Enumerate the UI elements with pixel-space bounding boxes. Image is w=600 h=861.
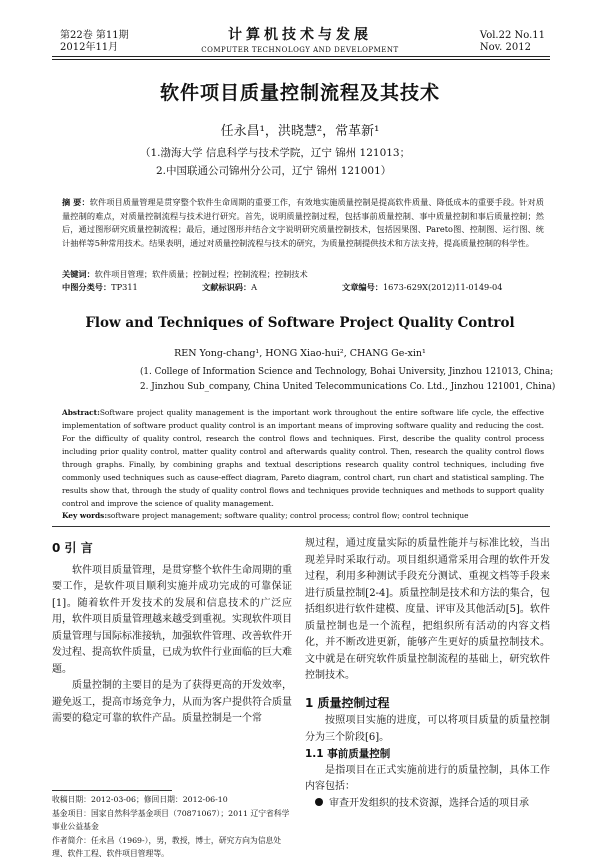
keywords-en-label: Key words:: [62, 511, 108, 520]
article-code: [342, 281, 502, 293]
journal-title-en: COMPUTER TECHNOLOGY AND DEVELOPMENT: [201, 46, 399, 54]
section-0-para-2-cont: 规过程，通过度量实际的质量性能并与标准比较，当出现差异时采取行动。项目组织通常采用合理的软件开发过程，利用多种测试手段充分测试、重视文档等手段来进行质量控制[2-4]。质量控制是技术和方法的集合，包括组织进行软件建模、度量、评审及其他活动[5]。软件质量控制也是一个流程，把组织所有活动的内容文档化，并不断改进更新，能够产生更好的质量控制技术。文中就是在研究软件质量控制流程的基础上，研究软件控制技术。: [305, 538, 550, 681]
section-1-para: 按照项目实施的进度，可以将项目质量的质量控制分为三个阶段[6]。: [305, 715, 550, 743]
clc-label: 中图分类号：: [62, 282, 112, 292]
section-0-heading: 0 引 言: [52, 541, 93, 555]
header-rule: [52, 56, 550, 57]
section-0-para-1: 软件项目质量管理，是贯穿整个软件生命周期的重要工作，是软件项目顺利实施并成功完成的可靠保证[1]。随着软件开发技术的发展和信息技术的广泛应用，软件项目质量管理越来越受到重视。实现软件项目质量管理与国际标准接轨，加强软件管理、改善软件开发过程、提高软件质量，已成为软件行业面临的巨大难题。: [52, 564, 292, 675]
abstract-en-text: Software project quality management is the important work throughout the entire software life cycle, the effective implementation of software product quality control is an important means of improving software quality and reducing the cost. For the difficulty of quality control, research the control flows and techniques. First, describe the quality control process including prior quality control, matter quality control and afterwards quality control. Then, research the quality control flows through graphs. Finally, by combining graphs and textual descriptions research quality control techniques, including five commonly used techniques such as cause-effect diagram, Pareto diagram, control chart, run chart and statistical sampling. The results show that, through the study of quality control flows and techniques provide techniques and methods to support quality control and improve the science of quality management.: [62, 408, 544, 508]
abstract-en: [62, 406, 544, 510]
volume-issue-en: Vol.22 No.11: [479, 30, 545, 41]
footnote-received: 收稿日期：2012-03-06；修回日期：2012-06-10: [52, 795, 228, 804]
abstract-en-label: Abstract:: [62, 408, 100, 417]
section-1-1-para: 是指项目在正式实施前进行的质量控制，具体工作内容包括：: [305, 764, 550, 792]
affiliations-en: [140, 365, 560, 395]
footnotes: [52, 793, 292, 861]
bullet-item-1-text: 审查开发组织的技术资源，选择合适的项目承: [329, 797, 529, 809]
abstract-cn-label: 摘 要：: [62, 197, 90, 207]
paper-title-cn: 软件项目质量控制流程及其技术: [159, 82, 440, 104]
body-left-column: [52, 540, 292, 728]
affiliation-cn-2: 2.中国联通公司锦州分公司，辽宁 锦州 121001）: [156, 165, 392, 177]
section-0-para-2: 质量控制的主要目的是为了获得更高的开发效率，避免返工，提高市场竞争力，从而为客户提供符合质量需要的稳定可靠的软件产品。质量控制是一个常: [52, 680, 292, 724]
header-volume-cn: [60, 30, 129, 54]
classification-line: [62, 281, 544, 293]
volume-issue-cn: 第22卷 第11期: [60, 30, 129, 41]
bullet-item-1: [305, 796, 550, 813]
header-rule-thin: [52, 59, 550, 60]
footnote-rule: [52, 790, 172, 791]
clc-value: TP311: [111, 282, 138, 292]
clc-code: [62, 281, 202, 293]
body-right-column: [305, 536, 550, 812]
journal-masthead: [150, 24, 450, 54]
date-cn: 2012年11月: [60, 42, 119, 53]
section-1-heading: 1 质量控制过程: [305, 695, 390, 710]
bullet-icon: [315, 798, 323, 806]
doc-code: [202, 281, 342, 293]
affiliations-cn: [140, 144, 540, 180]
abstract-cn-text: 软件项目质量管理是贯穿整个软件生命周期的重要工作，有效地实施质量控制是提高软件质量、降低成本的重要手段。针对质量控制的难点，对质量控制流程与技术进行研究。首先，说明质量控制过程，包括事前质量控制、事中质量控制和事后质量控制；然后，通过图形研究质量控制流程；最后，通过图形并结合文字说明研究质量控制技术，包括因果图、Pareto图、控制图、运行图、统计抽样等5种常用技术。结果表明，通过对质量控制流程与技术的研究，为质量控制提供技术和方法支持，提高质量控制的科学性。: [62, 197, 544, 248]
article-value: 1673-629X(2012)11-0149-04: [382, 282, 503, 292]
keywords-cn-label: 关键词：: [62, 269, 95, 279]
paper-title-en: Flow and Techniques of Software Project Quality Control: [85, 315, 515, 331]
journal-title-cn: 计算机技术与发展: [228, 27, 372, 43]
article-label: 文章编号：: [342, 282, 383, 292]
doc-label: 文献标识码：: [202, 282, 252, 292]
keywords-cn-text: 软件项目管理；软件质量；控制过程；控制流程；控制技术: [94, 269, 308, 279]
affiliation-cn-1: （1.渤海大学 信息科学与技术学院，辽宁 锦州 121013；: [140, 147, 411, 159]
date-en: Nov. 2012: [479, 42, 531, 53]
keywords-en-text: software project management; software quality; control process; control flow; control technique: [107, 511, 469, 520]
abstract-separator: [52, 526, 550, 527]
affiliation-en-2: 2. Jinzhou Sub_company, China United Telecommunications Co. Ltd., Jinzhou 121001, China): [140, 382, 556, 392]
abstract-cn: [62, 196, 544, 250]
authors-en: REN Yong-chang¹, HONG Xiao-hui², CHANG Ge-xin¹: [174, 348, 426, 359]
affiliation-en-1: (1. College of Information Science and Technology, Bohai University, Jinzhou 121013, China;: [140, 367, 554, 377]
footnote-fund: 基金项目：国家自然科学基金项目（70871067）；2011 辽宁省科学事业公益基金: [52, 808, 290, 831]
header-volume-en: [480, 30, 545, 54]
doc-value: A: [251, 282, 258, 292]
footnote-author: 作者简介：任永昌（1969-），男，教授，博士，研究方向为信息处理、软件工程、软件项目管理等。: [52, 835, 282, 858]
keywords-cn: [62, 268, 544, 280]
keywords-en: [62, 510, 544, 522]
section-1-1-heading: 1.1 事前质量控制: [305, 748, 391, 760]
authors-cn: 任永昌¹，洪晓慧²，常革新¹: [220, 124, 380, 139]
